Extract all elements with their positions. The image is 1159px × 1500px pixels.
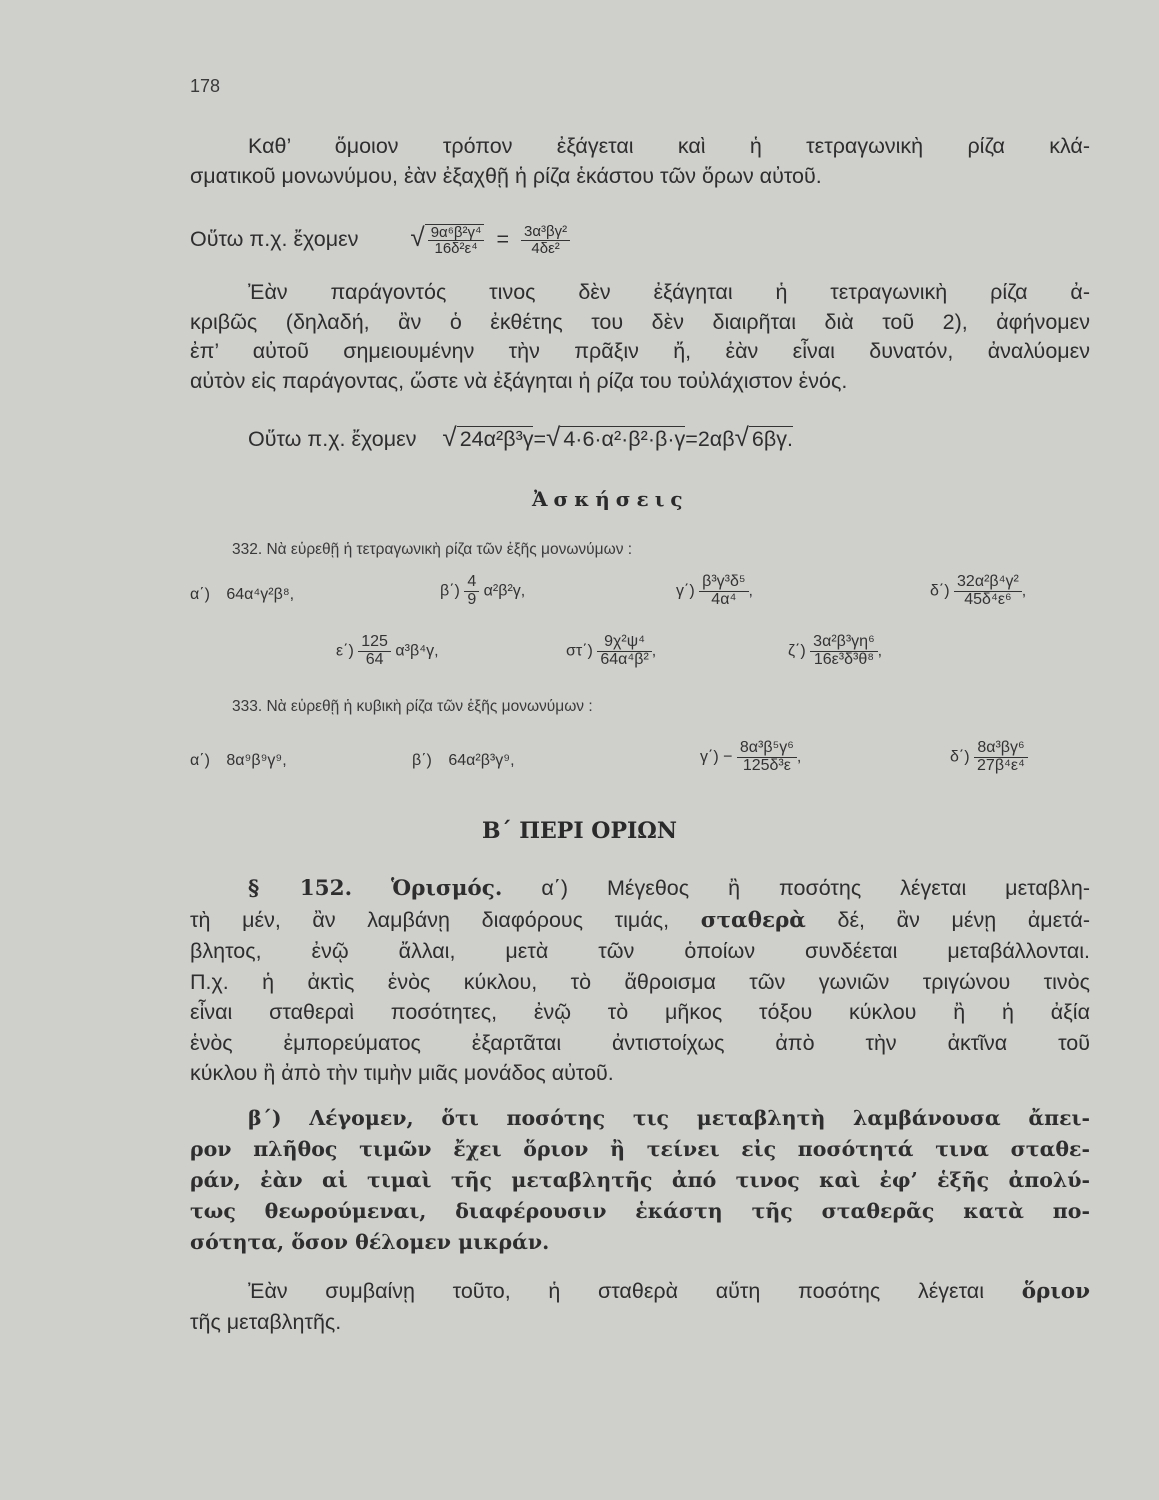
denominator: 64α⁴β²	[600, 650, 649, 668]
text-line: ρον πλῆθος τιμῶν ἔχει ὅριον ἢ τείνει εἰς ποσότητά τινα σταθε-	[190, 1137, 1090, 1161]
denominator: 27β⁴ε⁴	[977, 756, 1025, 774]
page-number: 178	[190, 76, 221, 96]
denominator: 45δ⁴ε⁶	[964, 590, 1012, 608]
result-coef: =2αβ	[685, 427, 735, 451]
bold-term: σταθερὰ	[700, 907, 806, 933]
item-fraction	[810, 634, 878, 669]
text-line: τως θεωρούμεναι, διαφέρουσιν ἑκάστη τῆς σταθερᾶς κατὰ πο-	[190, 1199, 1090, 1223]
text-run: α΄) Μέγεθος ἢ ποσότης λέγεται μεταβλη-	[502, 876, 1091, 900]
item-label: στ΄)	[566, 642, 593, 660]
numerator: 125	[358, 634, 391, 652]
item-expression: α²β²γ,	[483, 582, 526, 600]
item-fraction	[464, 574, 479, 609]
item-fraction	[699, 574, 748, 609]
item-fraction	[737, 740, 797, 775]
numerator: 3α²β³γη⁶	[810, 634, 878, 652]
ex332-g	[788, 634, 882, 669]
text-line: εἶναι σταθεραὶ ποσότητες, ἐνῷ τὸ μῆκος τόξου κύκλου ἢ ἡ ἀξία	[190, 1000, 1090, 1024]
text-line: τῆς μεταβλητῆς.	[190, 1310, 342, 1334]
text-line: σότητα, ὅσον θέλομεν μικράν.	[190, 1230, 550, 1254]
text-line	[190, 905, 1090, 937]
text-run: δέ, ἂν μένῃ ἀμετά-	[805, 907, 1090, 932]
radicand-3: 6βγ.	[749, 426, 793, 451]
example-lead: Οὕτω π.χ. ἔχομεν	[248, 427, 417, 451]
item-expression: α³β⁴γ,	[395, 642, 439, 660]
example-2	[248, 422, 793, 453]
radicand-1: 24α²β³γ	[457, 426, 534, 451]
numerator: β³γ³δ⁵	[699, 574, 748, 592]
definition-paragraph	[190, 873, 1090, 1089]
section-title: Β΄ ΠΕΡΙ ΟΡΙΩΝ	[482, 818, 677, 844]
definition-title: Ὁρισμός.	[391, 876, 503, 901]
item-fraction	[974, 740, 1028, 775]
numerator: 4	[464, 574, 479, 592]
ex332-a	[190, 586, 294, 604]
text-line: Καθ’ ὅμοιον τρόπον ἐξάγεται καὶ ἡ τετραγωνικὴ ρίζα κλά-	[248, 134, 1090, 158]
exercises-heading: Ἀσκήσεις	[532, 487, 689, 511]
item-label: ε΄)	[336, 642, 354, 660]
result-denominator: 4δε²	[531, 239, 560, 257]
item-expression: 64α²β³γ⁹,	[448, 752, 515, 769]
item-label: γ΄)	[676, 582, 695, 600]
exercise-333-statement: 333. Νὰ εὑρεθῇ ἡ κυβικὴ ρίζα τῶν ἑξῆς μονωνύμων :	[232, 698, 593, 715]
example-lead: Οὕτω π.χ. ἔχομεν	[190, 227, 359, 251]
punct: ,	[1021, 582, 1027, 600]
bold-term: ὅριον	[1021, 1279, 1090, 1304]
sqrt-sign-icon: √	[734, 422, 749, 452]
item-fraction	[358, 634, 391, 669]
item-expression: 8α⁹β⁹γ⁹,	[226, 752, 287, 769]
text-run: τὴ μέν, ἂν λαμβάνῃ διαφόρους τιμάς,	[190, 907, 701, 932]
text-line: Ἐὰν παράγοντός τινος δὲν ἐξάγηται ἡ τετραγωνικὴ ρίζα ἀ-	[248, 280, 1090, 304]
item-fraction	[954, 574, 1022, 609]
text-line: ἑνὸς ἐμπορεύματος ἐξαρτᾶται ἀντιστοίχως ἀπὸ τὴν ἀκτῖνα τοῦ	[190, 1030, 1090, 1055]
ex333-a	[190, 752, 287, 770]
limit-definition-paragraph	[190, 1103, 1090, 1258]
denominator: 4α⁴	[711, 590, 737, 608]
text-line	[190, 1276, 1090, 1307]
numerator: 8α³β⁵γ⁶	[737, 740, 797, 758]
sqrt-sign-icon: √	[410, 222, 425, 252]
result-fraction	[521, 224, 570, 257]
example-1: Οὕτω π.χ. ἔχομεν √ $\frac{\text{9α⁶β²γ⁴}}{\text{16δ²ε⁴}}$ = $\frac{\text{3α³βγ²}}{\text{4δε²}}$	[190, 222, 570, 257]
text-line: κριβῶς (δηλαδή, ἂν ὁ ἐκθέτης του δὲν διαιρῆται διὰ τοῦ 2), ἀφήνομεν	[190, 309, 1090, 334]
ex332-b	[440, 574, 525, 609]
item-label: α΄)	[190, 586, 210, 603]
intro-paragraph	[190, 132, 1090, 191]
text-line: σματικοῦ μονωνύμου, ἐὰν ἐξαχθῇ ἡ ρίζα ἑκάστου τῶν ὅρων αὐτοῦ.	[190, 163, 822, 188]
text-run: Ἐὰν συμβαίνῃ τοῦτο, ἡ σταθερὰ αὕτη ποσότης λέγεται	[248, 1279, 1022, 1303]
item-label: β΄)	[440, 582, 460, 600]
root-numerator: 9α⁶β²γ⁴	[428, 225, 485, 242]
text-line: ἐπ’ αὐτοῦ σημειουμένην τὴν πρᾶξιν ἤ, ἐὰν εἶναι δυνατόν, ἀναλύομεν	[190, 339, 1090, 363]
ex332-c	[676, 574, 753, 609]
exercise-332-statement: 332. Νὰ εὑρεθῇ ἡ τετραγωνικὴ ρίζα τῶν ἑξῆς μονωνύμων :	[232, 541, 633, 558]
item-expression: 64α⁴γ²β⁸,	[226, 586, 295, 603]
punct: ,	[748, 582, 753, 600]
ex332-f	[566, 634, 656, 669]
radicand-2: 4·6·α²·β²·β·γ	[560, 426, 685, 451]
punct: ,	[651, 642, 657, 660]
last-paragraph	[190, 1276, 1090, 1338]
text-line	[190, 873, 1090, 905]
text-line: ράν, ἐὰν αἱ τιμαὶ τῆς μεταβλητῆς ἀπό τινος καὶ ἐφ’ ἑξῆς ἀπολύ-	[190, 1168, 1090, 1192]
text-line: β΄) Λέγομεν, ὅτι ποσότης τις μεταβλητὴ λαμβάνουσα ἄπει-	[248, 1106, 1090, 1130]
ex333-b	[412, 752, 515, 770]
item-label: ζ΄)	[788, 642, 806, 660]
denominator: 9	[467, 590, 477, 608]
paragraph-2	[190, 278, 1090, 396]
ex332-e	[336, 634, 439, 669]
text-line: Π.χ. ἡ ἀκτὶς ἑνὸς κύκλου, τὸ ἄθροισμα τῶν γωνιῶν τριγώνου τινὸς	[190, 969, 1090, 994]
item-label: δ΄)	[950, 748, 970, 766]
ex333-d	[950, 740, 1028, 775]
equals-sign: =	[533, 427, 547, 451]
root-fraction	[425, 224, 485, 258]
item-label: γ΄) −	[700, 748, 733, 766]
numerator: 8α³βγ⁶	[974, 740, 1028, 758]
root-denominator: 16δ²ε⁴	[434, 240, 478, 258]
text-line: αὐτὸν εἰς παράγοντας, ὥστε νὰ ἐξάγηται ἡ ρίζα του τοὐλάχιστον ἑνός.	[190, 368, 848, 393]
denominator: 16ε³δ³θ⁸	[813, 650, 874, 668]
sqrt-sign-icon: √	[442, 422, 457, 452]
item-label: β΄)	[412, 752, 432, 769]
punct: ,	[877, 642, 883, 660]
numerator: 32α²β⁴γ²	[954, 574, 1022, 592]
item-label: δ΄)	[930, 582, 950, 600]
punct: ,	[796, 748, 802, 766]
numerator: 9χ²ψ⁴	[597, 634, 651, 652]
text-line: κύκλου ἢ ἀπὸ τὴν τιμὴν μιᾶς μονάδος αὐτοῦ.	[190, 1061, 614, 1085]
result-numerator: 3α³βγ²	[521, 224, 570, 241]
denominator: 64	[365, 650, 384, 668]
sqrt-sign-icon: √	[546, 422, 561, 452]
text-line: βλητος, ἐνῷ ἄλλαι, μετὰ τῶν ὁποίων συνδέεται μεταβάλλονται.	[190, 939, 1090, 963]
item-fraction	[597, 634, 651, 669]
denominator: 125δ³ε	[742, 756, 791, 774]
ex332-d	[930, 574, 1026, 609]
item-label: α΄)	[190, 752, 210, 769]
section-number: § 152.	[248, 876, 353, 901]
ex333-c	[700, 740, 801, 775]
